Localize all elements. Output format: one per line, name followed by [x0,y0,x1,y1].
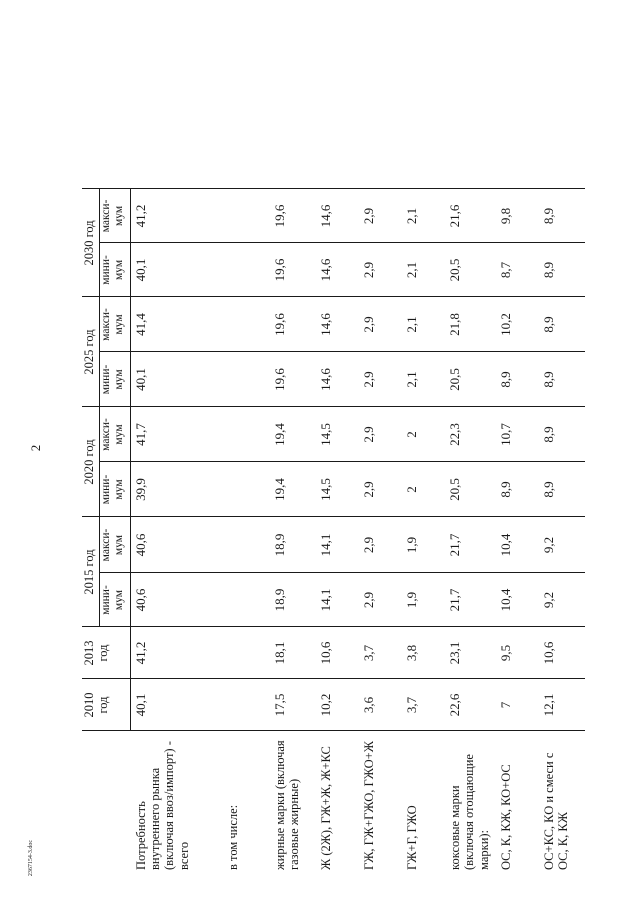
value-cell: 40,6 [131,573,224,627]
coal-demand-table [82,81,585,873]
value-cell: 21,8 [445,297,496,352]
value-cell [223,517,270,573]
value-cell: 20,5 [445,352,496,407]
header-2030: 2030 год [82,189,100,297]
value-cell: 9,2 [539,517,585,573]
value-cell [223,352,270,407]
value-cell: 8,9 [539,407,585,462]
value-cell: 2,9 [359,517,402,573]
value-cell: 14,1 [316,573,359,627]
header-2010: 2010 год [82,679,131,731]
trailing-cell [402,81,445,189]
row-label: ГЖ, ГЖ+ГЖО, ГЖО+Ж [359,731,402,873]
value-cell: 1,9 [402,517,445,573]
header-empty-cell [82,731,131,873]
trailing-cell [496,81,539,189]
trailing-cell [359,81,402,189]
value-cell [223,189,270,243]
value-cell [223,297,270,352]
value-cell: 14,5 [316,407,359,462]
value-cell: 19,6 [270,297,316,352]
value-cell: 14,6 [316,352,359,407]
header-max-2015: макси-мум [100,517,131,573]
value-cell: 14,1 [316,517,359,573]
row-label: Ж (2Ж), ГЖ+Ж, Ж+КС [316,731,359,873]
value-cell: 41,2 [131,189,224,243]
document-reference: 2367154-3.doc [28,839,34,877]
value-cell [223,407,270,462]
value-cell: 3,6 [359,679,402,731]
value-cell: 2 [402,407,445,462]
value-cell [223,243,270,297]
header-2025: 2025 год [82,297,100,407]
value-cell: 10,4 [496,573,539,627]
value-cell: 8,9 [539,297,585,352]
value-cell: 19,4 [270,462,316,517]
trailing-cell [223,81,270,189]
value-cell: 3,7 [402,679,445,731]
value-cell: 2,9 [359,352,402,407]
value-cell: 10,6 [539,627,585,679]
header-max-2020: макси-мум [100,407,131,462]
value-cell: 10,2 [316,679,359,731]
trailing-cell [131,81,224,189]
value-cell [223,627,270,679]
table-row [316,81,359,873]
value-cell: 21,6 [445,189,496,243]
header-min-2015: мини-мум [100,573,131,627]
row-label: коксовые марки (включая отощающие марки): [445,731,496,873]
row-label: жирные марки (включая газовые жирные) [270,731,316,873]
value-cell: 2,9 [359,462,402,517]
table-row [496,81,539,873]
value-cell: 41,7 [131,407,224,462]
value-cell: 19,4 [270,407,316,462]
value-cell: 2,9 [359,189,402,243]
value-cell: 14,6 [316,297,359,352]
value-cell: 18,9 [270,573,316,627]
header-min-2025: мини-мум [100,352,131,407]
value-cell: 3,7 [359,627,402,679]
header-max-2025: макси-мум [100,297,131,352]
value-cell: 2,1 [402,297,445,352]
value-cell: 9,2 [539,573,585,627]
value-cell: 41,4 [131,297,224,352]
value-cell [223,679,270,731]
value-cell: 8,9 [539,243,585,297]
value-cell: 10,4 [496,517,539,573]
value-cell: 14,6 [316,189,359,243]
table-row [445,81,496,873]
value-cell: 23,1 [445,627,496,679]
header-max-2030: макси-мум [100,189,131,243]
value-cell: 40,1 [131,352,224,407]
value-cell: 2,9 [359,573,402,627]
table-row [131,81,224,873]
value-cell: 21,7 [445,517,496,573]
trailing-cell [445,81,496,189]
value-cell: 1,9 [402,573,445,627]
row-label: Потребность внутреннего рынка (включая ввоз/импорт) - всего [131,731,224,873]
value-cell: 2,9 [359,407,402,462]
value-cell: 8,7 [496,243,539,297]
value-cell: 19,6 [270,243,316,297]
row-label: в том числе: [223,731,270,873]
header-min-2030: мини-мум [100,243,131,297]
value-cell: 3,8 [402,627,445,679]
header-trailing-cell [82,81,131,189]
value-cell: 18,1 [270,627,316,679]
value-cell [223,573,270,627]
value-cell: 17,5 [270,679,316,731]
value-cell: 2 [402,462,445,517]
value-cell: 40,6 [131,517,224,573]
rotated-table-area [82,81,571,873]
value-cell: 19,6 [270,352,316,407]
value-cell: 22,6 [445,679,496,731]
table-body [131,81,586,873]
value-cell: 2,9 [359,243,402,297]
header-2013: 2013 год [82,627,131,679]
value-cell: 10,7 [496,407,539,462]
value-cell: 40,1 [131,243,224,297]
value-cell: 14,6 [316,243,359,297]
header-row-years [82,81,100,873]
value-cell: 8,9 [496,352,539,407]
value-cell: 2,1 [402,243,445,297]
value-cell: 8,9 [539,462,585,517]
value-cell: 12,1 [539,679,585,731]
header-2015: 2015 год [82,517,100,627]
value-cell: 2,1 [402,189,445,243]
row-label: ГЖ+Г, ГЖО [402,731,445,873]
value-cell: 20,5 [445,462,496,517]
header-2020: 2020 год [82,407,100,517]
row-label: ОС, К, КЖ, КО+ОС [496,731,539,873]
value-cell: 9,8 [496,189,539,243]
table-row [223,81,270,873]
value-cell: 8,9 [496,462,539,517]
value-cell: 21,7 [445,573,496,627]
value-cell: 19,6 [270,189,316,243]
value-cell: 9,5 [496,627,539,679]
value-cell: 39,9 [131,462,224,517]
value-cell: 20,5 [445,243,496,297]
row-label: ОС+КС, КО и смеси с ОС, К, КЖ [539,731,585,873]
value-cell: 40,1 [131,679,224,731]
header-min-2020: мини-мум [100,462,131,517]
value-cell: 2,1 [402,352,445,407]
table-row [359,81,402,873]
value-cell: 8,9 [539,352,585,407]
value-cell: 10,2 [496,297,539,352]
value-cell: 22,3 [445,407,496,462]
value-cell: 2,9 [359,297,402,352]
trailing-cell [270,81,316,189]
table-row [539,81,585,873]
value-cell: 41,2 [131,627,224,679]
value-cell: 10,6 [316,627,359,679]
value-cell: 18,9 [270,517,316,573]
table-row [402,81,445,873]
trailing-cell [539,81,585,189]
value-cell: 7 [496,679,539,731]
value-cell [223,462,270,517]
table-row [270,81,316,873]
trailing-cell [316,81,359,189]
page-number: 2 [28,444,43,452]
value-cell: 14,5 [316,462,359,517]
value-cell: 8,9 [539,189,585,243]
